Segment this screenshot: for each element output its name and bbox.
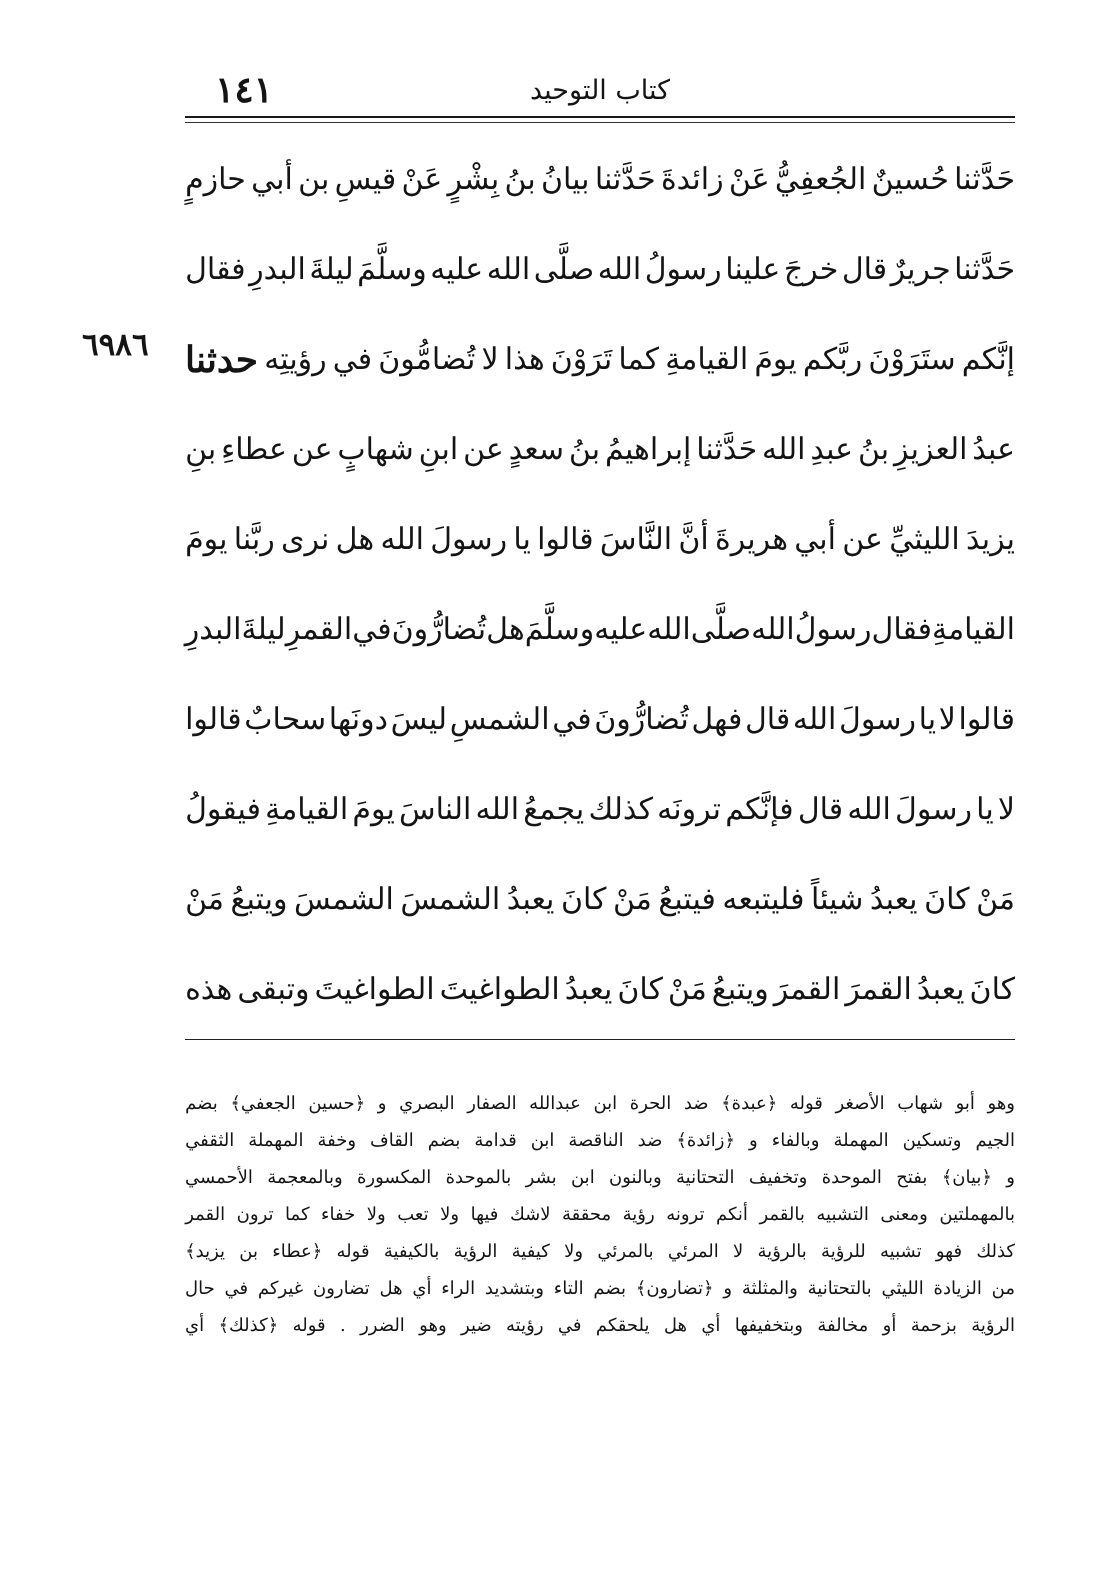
word: فليتبعه [722, 882, 805, 917]
word: الجُعفِيُّ [774, 162, 867, 197]
word: زائدةَ [660, 162, 724, 197]
header-rule-thin [185, 122, 1015, 123]
word: ترون [236, 1204, 274, 1225]
word: يجمعُ [523, 792, 585, 827]
word: المهملة [248, 1130, 304, 1151]
word: الجيم [975, 1130, 1015, 1151]
word: الله [751, 612, 795, 647]
word: أبو [955, 1093, 975, 1114]
footnote-line [185, 1122, 1015, 1159]
word: بضم [427, 1130, 461, 1151]
footnotes [185, 1085, 1015, 1344]
word: يعبدُ [916, 972, 965, 1007]
word: و [749, 1130, 758, 1151]
word: رسولُ [644, 252, 722, 287]
word: من [991, 1278, 1015, 1299]
word: بيانُ [540, 162, 590, 197]
word: هل [379, 1278, 403, 1299]
word: بنِ [185, 432, 217, 467]
word: في [332, 342, 373, 377]
word: وبتخفيفها [734, 1315, 803, 1336]
word: يعبدُ [564, 972, 613, 1007]
word: أو [882, 1315, 897, 1336]
word: يومَ [352, 792, 395, 827]
word: كانَ [924, 882, 970, 917]
word: قوله [789, 1093, 823, 1114]
word: ربَّنا [233, 522, 275, 557]
word: الرؤية [453, 1241, 498, 1262]
word: ضد [683, 1093, 709, 1114]
header-rule [185, 116, 1015, 118]
word: لا [938, 702, 956, 737]
book-title: كتاب التوحيد [529, 75, 671, 106]
footnote-line [185, 1270, 1015, 1307]
word: ﴿زائدة﴾ [676, 1130, 736, 1151]
word: التحتانية [675, 1167, 735, 1188]
word: ﴿كذلك﴾ [218, 1315, 279, 1336]
word: حَدَّثنا [954, 252, 1015, 287]
word: . [340, 1315, 346, 1336]
word: الليثيِّ [889, 522, 960, 557]
word: أي [185, 1315, 205, 1336]
text-line [185, 315, 1015, 405]
footnote-line [185, 1196, 1015, 1233]
word: لا [733, 1241, 744, 1262]
word: مَنْ [612, 882, 652, 917]
word: القمرِ [285, 612, 353, 647]
word: رسولَ [839, 702, 916, 737]
word: المكسورة [356, 1167, 432, 1188]
word: حُسينٌ [871, 162, 949, 197]
word: الناقصة [568, 1130, 624, 1151]
word: يومَ [185, 522, 228, 557]
word: كانَ [560, 882, 607, 917]
word: حَدَّثنا [594, 162, 656, 197]
word: يعبدُ [869, 882, 918, 917]
word: وبالنون [609, 1167, 662, 1188]
word: خفاء [321, 1204, 356, 1225]
word: الناسَ [399, 792, 472, 827]
word: في [557, 1315, 582, 1336]
word: ليلةَ [241, 612, 286, 647]
word: تُضامُّونَ [378, 342, 476, 377]
word: قيسِ [334, 162, 397, 197]
word: عَنْ [401, 162, 443, 197]
word: ابنِ [418, 432, 459, 467]
word: المرئي [667, 1241, 719, 1262]
word: عَنْ [728, 162, 770, 197]
word: الله [647, 612, 691, 647]
word: أنَّ [678, 522, 709, 557]
word: فهو [935, 1241, 963, 1262]
word: بن [239, 1241, 259, 1262]
word: بِشْرٍ [447, 162, 500, 197]
word: العزيزِ [894, 432, 968, 467]
word: حال [185, 1278, 215, 1299]
word: ﴿حسين [308, 1093, 366, 1114]
page-header [185, 62, 1015, 118]
word: الله [847, 792, 891, 827]
word: تُضارُّونَ [594, 702, 689, 737]
word: قدامة [474, 1130, 517, 1151]
word: رسولَ [895, 792, 972, 827]
word: بنُ [857, 432, 890, 467]
word: و [377, 1093, 387, 1114]
word: التاء [553, 1278, 584, 1299]
word: أنكم [716, 1204, 748, 1225]
word: شيئاً [810, 882, 864, 917]
word: الثقفي [185, 1130, 235, 1151]
word: كانَ [969, 972, 1015, 1007]
word: غيركم [257, 1278, 304, 1299]
word: ولا [440, 1204, 460, 1225]
word: هذا [504, 342, 545, 377]
word: أبي [794, 522, 836, 557]
word: البدرِ [184, 612, 242, 647]
word: عبدُ [972, 432, 1015, 467]
word: رؤية [622, 1204, 655, 1225]
word: قال [841, 252, 888, 287]
word: قوله [336, 1241, 370, 1262]
word: يا [513, 522, 531, 557]
text-line [185, 405, 1015, 495]
text-line [185, 495, 1015, 585]
word: الجعفي﴾ [230, 1093, 296, 1114]
footnote-rule [185, 1039, 1015, 1040]
text-line [185, 855, 1015, 945]
word: دونَها [328, 702, 388, 737]
word: محققة [561, 1204, 612, 1225]
word: في [352, 612, 392, 647]
main-text [185, 135, 1015, 1035]
word: ﴿عبدة﴾ [721, 1093, 778, 1114]
word: بضم [593, 1278, 626, 1299]
word: الله [475, 792, 520, 827]
word: بن [298, 162, 330, 197]
word: الشمسَ [400, 882, 501, 917]
word: وتبقى [237, 972, 310, 1007]
text-line [185, 945, 1015, 1035]
word: عن [842, 522, 883, 557]
word: عن [463, 432, 504, 467]
word: أبي [251, 162, 293, 197]
word: عبدِ [810, 432, 854, 467]
word: الله [792, 702, 837, 737]
word: القمرَ [773, 972, 841, 1007]
word: الطواغيتَ [314, 972, 435, 1007]
word: هذه [185, 972, 233, 1007]
word: فهل [691, 702, 743, 737]
word: وهو [987, 1093, 1015, 1114]
word: ربَّكم [802, 342, 863, 377]
text-line [185, 135, 1015, 225]
word: مخالفة [817, 1315, 869, 1336]
word: كيفية [511, 1241, 550, 1262]
word: الله [380, 522, 424, 557]
word: مَنْ [667, 972, 707, 1007]
footnote-line [185, 1159, 1015, 1196]
word: شهابٍ [337, 432, 414, 467]
word: حَدَّثنا [954, 162, 1015, 197]
word: بالتحتانية [807, 1278, 872, 1299]
word: سحابٌ [244, 702, 327, 737]
word: و [723, 1278, 733, 1299]
word: علينا [725, 252, 781, 287]
word: لاشك [509, 1204, 551, 1225]
word: في [552, 702, 592, 737]
word: وبالفاء [771, 1130, 820, 1151]
word: عليه [594, 612, 648, 647]
word: صلَّى [533, 252, 595, 287]
word: بالرؤية [757, 1241, 807, 1262]
emphasized-word: حدثنا [185, 339, 259, 381]
word: وخفة [317, 1130, 357, 1151]
word: هل [335, 522, 375, 557]
word: الله [597, 252, 642, 287]
word: لا [481, 342, 499, 377]
word: صلَّى [690, 612, 752, 647]
word: فقال [871, 612, 932, 647]
word: وسلَّمَ [524, 612, 595, 647]
word: الله [486, 252, 531, 287]
word: قالوا [958, 702, 1015, 737]
word: الضرر [360, 1315, 405, 1336]
word: هل [663, 1315, 687, 1336]
word: ابن [530, 1130, 555, 1151]
word: البصري [399, 1093, 455, 1114]
word: قال [744, 702, 791, 737]
word: جريرٌ [890, 252, 951, 287]
word: القيامةِ [665, 342, 749, 377]
word: الليثي [881, 1278, 924, 1299]
word: ابن [593, 1093, 618, 1114]
word: بزحمة [910, 1315, 957, 1336]
word: فقال [185, 252, 246, 287]
word: الله [762, 432, 806, 467]
word: القاف [370, 1130, 414, 1151]
word: يعبدُ [506, 882, 555, 917]
word: بفتح [896, 1167, 928, 1188]
word: البدرِ [249, 252, 306, 287]
word: وبتشديد [484, 1278, 544, 1299]
word: ولا [564, 1241, 584, 1262]
word: الزيادة [933, 1278, 982, 1299]
word: ولا [366, 1204, 386, 1225]
word: فإنَّكم [725, 792, 794, 827]
word: ويتبعُ [711, 972, 769, 1007]
word: تضارون [312, 1278, 370, 1299]
word: كذلك [976, 1241, 1015, 1262]
word: ليلةَ [309, 252, 354, 287]
word: القيامةِ [932, 612, 1015, 647]
word: يا [918, 702, 937, 737]
word: قالوا [537, 522, 594, 557]
word: يومَ [754, 342, 797, 377]
text-line [185, 225, 1015, 315]
word: فيها [470, 1204, 499, 1225]
word: القمر [185, 1204, 226, 1225]
word: بالمهملتين [939, 1204, 1015, 1225]
text-line [185, 675, 1015, 765]
word: الأصغر [835, 1093, 885, 1114]
word: بالمرئي [597, 1241, 654, 1262]
word: إبراهيمُ [604, 432, 692, 467]
word: وتخفيف [748, 1167, 808, 1188]
word: تعب [397, 1204, 429, 1225]
word: حَدَّثنا [696, 432, 758, 467]
word: و [1006, 1167, 1015, 1188]
footnote-line [185, 1085, 1015, 1122]
word: المهملة [833, 1130, 889, 1151]
word: يزيدَ [966, 522, 1015, 557]
word: إنَّكم [961, 342, 1015, 377]
word: نرى [281, 522, 330, 557]
word: كما [618, 342, 660, 377]
word: بنُ [568, 432, 601, 467]
word: الحرة [629, 1093, 672, 1114]
word: بنُ [504, 162, 536, 197]
word: يا [976, 792, 994, 827]
word: فيتبعُ [658, 882, 716, 917]
word: ﴿عطاء [272, 1241, 323, 1262]
word: ليسَ [390, 702, 448, 737]
word: ترونه [666, 1204, 705, 1225]
footnote-line [185, 1233, 1015, 1270]
word: تُضارُّونَ [391, 612, 487, 647]
word: فيقولُ [185, 792, 261, 827]
word: حازمٍ [185, 162, 246, 197]
word: لا [997, 792, 1015, 827]
word: أي [701, 1315, 721, 1336]
word: قالوا [185, 702, 242, 737]
word: ابن [570, 1167, 595, 1188]
word: عطاءِ [221, 432, 287, 467]
word: رسولُ [794, 612, 872, 647]
word: الموحدة [821, 1167, 882, 1188]
word: بالقمر [759, 1204, 805, 1225]
word: عبدالله [529, 1093, 581, 1114]
word: يزيد﴾ [185, 1241, 226, 1262]
word: بالموحدة [445, 1167, 512, 1188]
word: رؤيته [506, 1315, 544, 1336]
word: بضم [185, 1093, 218, 1114]
footnote-line [185, 1307, 1015, 1344]
word: هل [486, 612, 525, 647]
word: الطواغيتَ [439, 972, 560, 1007]
word: سعدٍ [508, 432, 565, 467]
word: عن [291, 432, 333, 467]
word: كذلك [588, 792, 653, 827]
hadith-number: ٦٩٨٦ [82, 327, 149, 363]
word: بشر [525, 1167, 557, 1188]
word: ﴿بيان﴾ [941, 1167, 992, 1188]
word: في [224, 1278, 249, 1299]
word: يلحقكم [595, 1315, 650, 1336]
word: ضد [637, 1130, 663, 1151]
word: ضير [461, 1315, 492, 1336]
word: ومعنى [880, 1204, 928, 1225]
word: عليه [430, 252, 484, 287]
word: أي [412, 1278, 432, 1299]
word: ﴿تضارون﴾ [635, 1278, 714, 1299]
word: وتسكين [902, 1130, 962, 1151]
word: بالكيفية [383, 1241, 440, 1262]
word: التشبيه [816, 1204, 869, 1225]
text-line [185, 585, 1015, 675]
word: كانَ [617, 972, 663, 1007]
word: كما [285, 1204, 310, 1225]
word: الشمسَ [293, 882, 394, 917]
word: الرؤية [971, 1315, 1015, 1336]
word: رسولَ [430, 522, 508, 557]
word: مَنْ [976, 882, 1015, 917]
word: للرؤية [821, 1241, 866, 1262]
word: هريرةَ [715, 522, 789, 557]
word: الشمسِ [449, 702, 550, 737]
word: رؤيتِه [264, 342, 327, 377]
word: تشبيه [880, 1241, 922, 1262]
text-line [185, 765, 1015, 855]
page-number: ١٤١ [215, 69, 274, 111]
word: النَّاسَ [599, 522, 673, 557]
word: القمرَ [845, 972, 912, 1007]
word: وهو [419, 1315, 447, 1336]
word: القيامةِ [265, 792, 349, 827]
word: ويتبعُ [230, 882, 288, 917]
word: مَنْ [185, 882, 224, 917]
word: خرجَ [783, 252, 839, 287]
word: الأحمسي [185, 1167, 253, 1188]
word: تَرَوْنَ [550, 342, 613, 377]
word: وبالمعجمة [267, 1167, 343, 1188]
word: ستَرَوْنَ [868, 342, 956, 377]
word: وسلَّمَ [357, 252, 427, 287]
word: ترونَه [657, 792, 721, 827]
word: الصفار [467, 1093, 517, 1114]
word: الراء [441, 1278, 476, 1299]
word: قال [797, 792, 844, 827]
word: شهاب [897, 1093, 944, 1114]
word: والمثلثة [741, 1278, 798, 1299]
word: قوله [292, 1315, 326, 1336]
